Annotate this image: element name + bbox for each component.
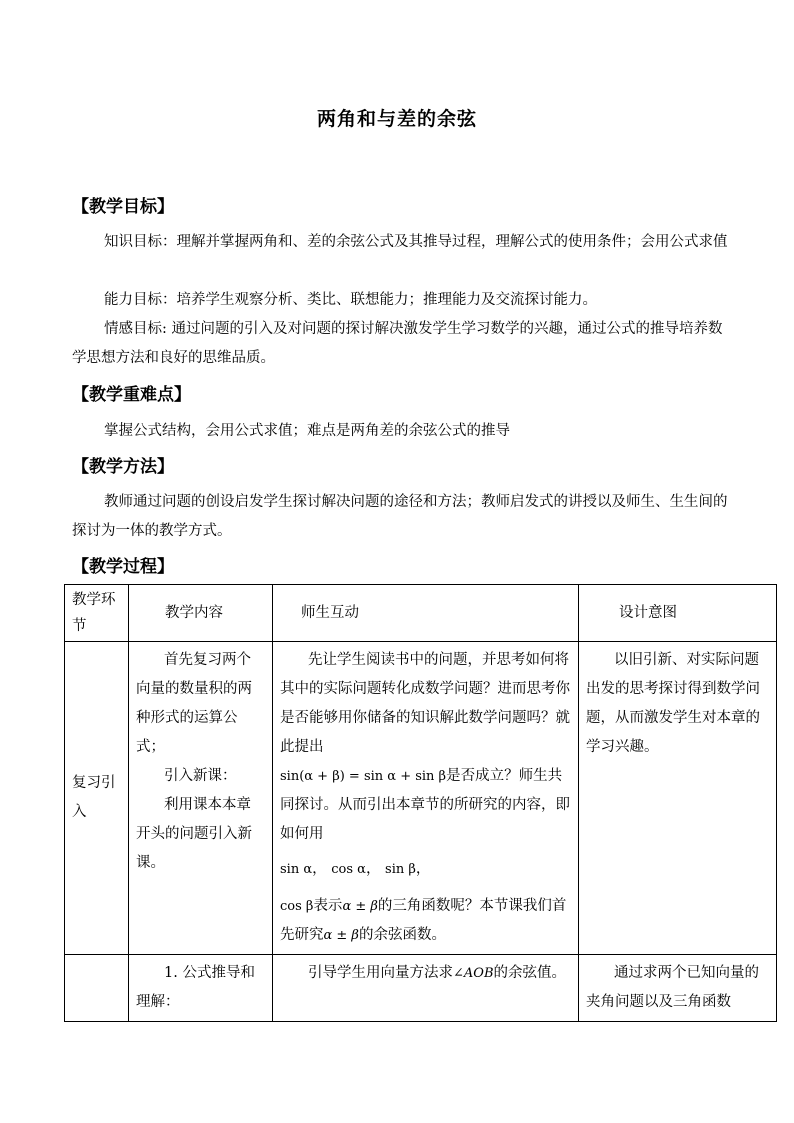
interaction-question: 是否成立？师生共同探讨。从而引出本章节的所研究的内容，即如何用 [280,768,570,842]
row-intent [579,955,777,1022]
header-stage: 教学环节 [65,585,129,642]
row-interaction [273,642,579,955]
table-header-row [65,585,777,642]
goal-knowledge: 知识目标：理解并掌握两角和、差的余弦公式及其推导过程，理解公式的使用条件；会用公式求值 [104,234,728,250]
content-textbook: 利用课本本章开头的问题引入新课。 [136,797,252,871]
interaction-represent-line [280,892,571,950]
table-row [65,642,777,955]
content-review: 首先复习两个向量的数量积的两种形式的运算公式； [136,652,252,755]
row-intent [579,642,777,955]
interaction-cos-value: 的余弦值。 [493,965,566,981]
section-heading-process: 【教学过程】 [72,557,174,577]
content-derivation: 1. 公式推导和理解： [136,965,255,1010]
interaction-functions-line: sin α， cos α， sin β， [280,861,431,877]
interaction-cosine: 的余弦函数。 [358,927,446,943]
section-heading-keypoints: 【教学重难点】 [72,385,191,405]
angle-aob: ∠AOB [453,966,494,981]
section-heading-goals: 【教学目标】 [72,197,174,217]
interaction-intro: 先让学生阅读书中的问题，并思考如何将其中的实际问题转化成数学问题？进而思考你是否能够用你储备的知识解此数学问题吗？就此提出 [280,652,570,755]
intent-text: 通过求两个已知向量的夹角问题以及三角函数 [586,965,759,1010]
interaction-represent: 表示 [313,898,343,914]
header-content: 教学内容 [129,585,273,642]
cos-beta: cos β [280,899,314,914]
content-intro: 引入新课： [164,768,237,784]
sin-alpha: sin α [280,862,313,877]
methods-text: 教师通过问题的创设启发学生探讨解决问题的途径和方法；教师启发式的讲授以及师生、生生间的探讨为一体的教学方式。 [72,494,728,539]
table-row [65,955,777,1022]
row-content [129,955,273,1022]
keypoints-text: 掌握公式结构，会用公式求值；难点是两角差的余弦公式的推导 [104,423,510,439]
row-stage [65,955,129,1022]
row-stage: 复习引入 [65,642,129,955]
row-content [129,642,273,955]
interaction-vector [280,959,571,988]
interaction-formula-line [280,762,571,849]
interaction-trig-question: 的三角函数呢？本节课我们首先研究 [280,898,567,943]
alpha-pm-beta-2: α ± β [323,928,359,943]
cos-alpha: cos α [331,862,366,877]
header-intent: 设计意图 [579,585,777,642]
lesson-process-table [64,584,777,1022]
goal-ability: 能力目标：培养学生观察分析、类比、联想能力；推理能力及交流探讨能力。 [104,292,597,308]
section-heading-methods: 【教学方法】 [72,457,174,477]
goal-emotion: 情感目标: 通过问题的引入及对问题的探讨解决激发学生学习数学的兴趣，通过公式的推导培养数学思想方法和良好的思维品质。 [72,321,723,366]
interaction-vector-text: 引导学生用向量方法求 [308,965,453,981]
alpha-pm-beta: α ± β [342,899,378,914]
intent-text: 以旧引新、对实际问题出发的思考探讨得到数学问题，从而激发学生对本章的学习兴趣。 [586,652,760,755]
row-interaction [273,955,579,1022]
formula-sin-sum: sin(α + β) = sin α + sin β [280,769,447,784]
sin-beta: sin β [385,862,416,877]
header-interaction: 师生互动 [273,585,579,642]
document-title: 两角和与差的余弦 [316,108,477,130]
